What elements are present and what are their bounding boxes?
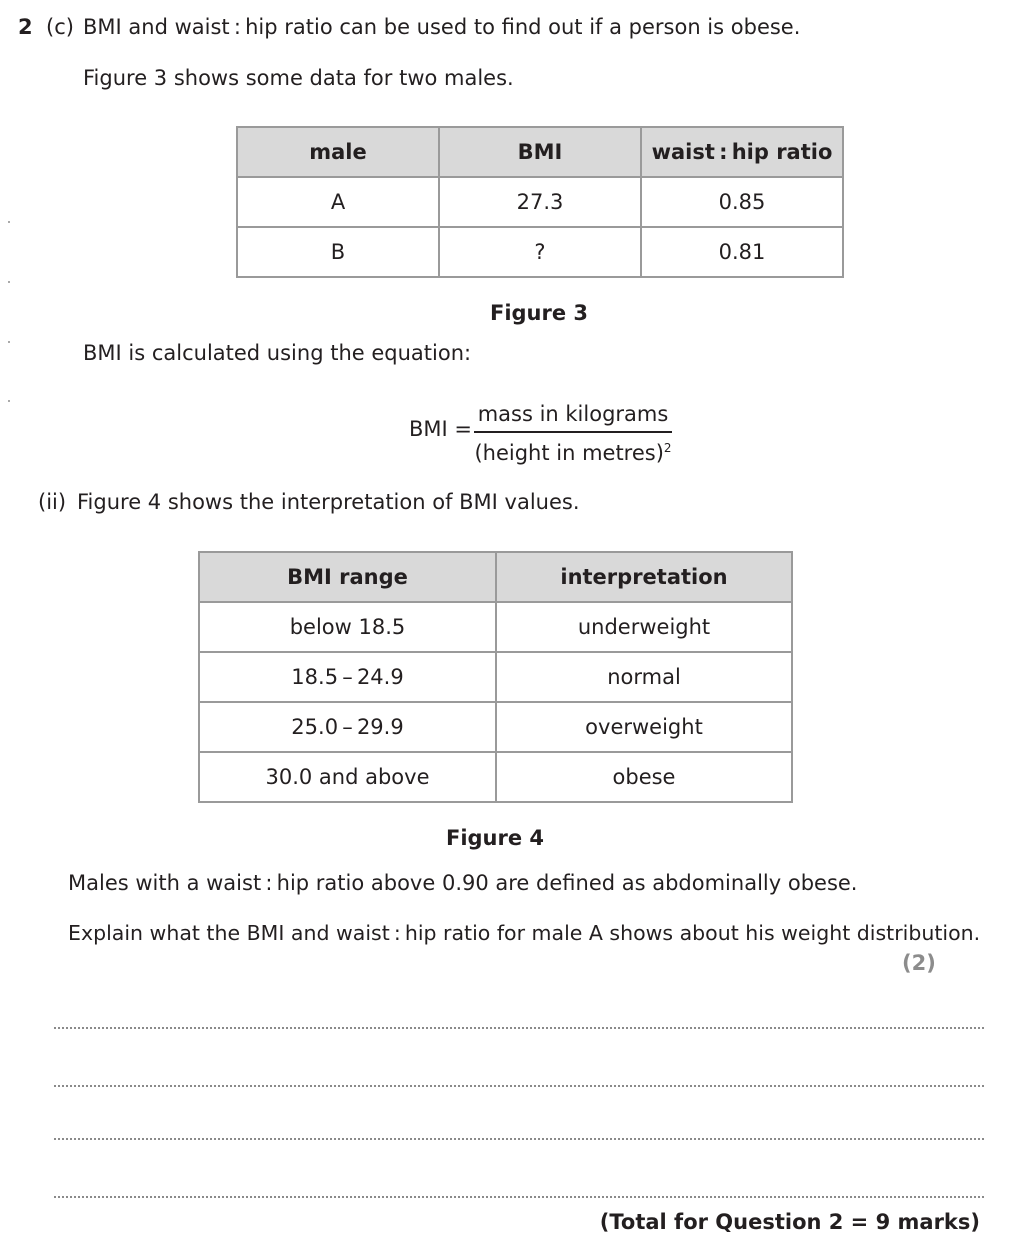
table-cell: 30.0 and above [199,752,496,802]
table-header-row [237,127,843,177]
figure4-table [198,551,793,803]
table-cell: obese [496,752,792,802]
margin-tick [8,281,10,283]
table-header-cell: BMI range [199,552,496,602]
table-cell: 0.81 [641,227,843,277]
table-cell: below 18.5 [199,602,496,652]
table-row [199,602,792,652]
figure3-caption: Figure 3 [489,301,589,325]
statement-text: Males with a waist : hip ratio above 0.90 are defined as abdominally obese. [68,871,858,895]
total-marks: (Total for Question 2 = 9 marks) [599,1210,980,1234]
question-intro: BMI and waist : hip ratio can be used to find out if a person is obese. [83,15,801,39]
table-cell: 25.0 – 29.9 [199,702,496,752]
equation-denominator [474,442,672,464]
table-cell: 18.5 – 24.9 [199,652,496,702]
answer-line[interactable] [54,1027,984,1029]
table-cell: overweight [496,702,792,752]
table-cell: 0.85 [641,177,843,227]
figure3-intro: Figure 3 shows some data for two males. [83,66,514,90]
subpart-label: (ii) [38,490,67,514]
table-row [199,752,792,802]
task-text: Explain what the BMI and waist : hip ratio for male A shows about his weight distribution. [68,921,981,945]
marks-label: (2) [902,951,936,975]
figure4-caption: Figure 4 [445,826,545,850]
table-header-cell: waist : hip ratio [641,127,843,177]
equation-lhs: BMI = [409,417,472,441]
figure3-table [236,126,844,278]
equation-intro: BMI is calculated using the equation: [83,341,472,365]
table-cell: B [237,227,439,277]
denominator-exponent: 2 [663,441,672,455]
table-header-cell: BMI [439,127,641,177]
table-cell: ? [439,227,641,277]
margin-tick [8,400,10,402]
margin-tick [8,221,10,223]
table-cell: underweight [496,602,792,652]
table-header-cell: interpretation [496,552,792,602]
answer-line[interactable] [54,1085,984,1087]
table-cell: A [237,177,439,227]
table-cell: normal [496,652,792,702]
answer-line[interactable] [54,1196,984,1198]
table-row [237,177,843,227]
answer-line[interactable] [54,1138,984,1140]
table-cell: 27.3 [439,177,641,227]
question-part: (c) [46,15,74,39]
margin-tick [8,341,10,343]
equation-numerator: mass in kilograms [477,402,669,426]
denominator-text: (height in metres) [474,441,664,465]
table-row [199,702,792,752]
subpart-text: Figure 4 shows the interpretation of BMI values. [77,490,580,514]
table-header-cell: male [237,127,439,177]
table-header-row [199,552,792,602]
fraction-bar [474,431,672,433]
question-number: 2 [18,15,33,39]
table-row [199,652,792,702]
table-row [237,227,843,277]
